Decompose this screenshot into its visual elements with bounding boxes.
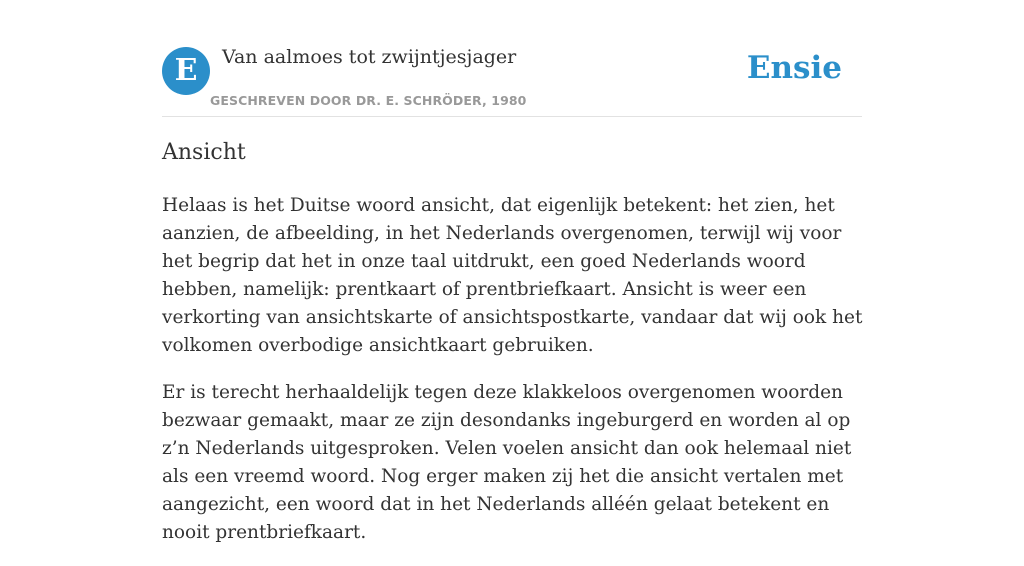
ensie-logo-icon[interactable]: E: [162, 47, 210, 95]
header: [162, 46, 862, 117]
entry-title: Ansicht: [162, 140, 246, 165]
brand-logo[interactable]: Ensie: [746, 50, 842, 86]
paragraph: Helaas is het Duitse woord ansicht, dat eigenlijk betekent: het zien, het aanzien, de afbeelding, in het Nederlands overgenomen, terwijl wij voor het begrip dat het in onze taal uitdrukt, een goed Nederlands woord hebben, namelijk: prentkaart of prentbriefkaart. Ansicht is weer een verkorting van ansichtskarte of ansichtspostkarte, vandaar dat wij ook het volkomen overbodige ansichtkaart gebruiken.: [162, 195, 863, 356]
book-title[interactable]: Van aalmoes tot zwijntjesjager: [222, 46, 517, 68]
entry-content: [162, 192, 874, 566]
author-byline: GESCHREVEN DOOR DR. E. SCHRÖDER, 1980: [210, 93, 527, 108]
paragraph: Er is terecht herhaaldelijk tegen deze klakkeloos overgenomen woorden bezwaar gemaakt, maar ze zijn desondanks ingeburgerd en worden al op z’n Nederlands uitgesproken. Velen voelen ansicht dan ook helemaal niet als een vreemd woord. Nog erger maken zij het die ansicht vertalen met aangezicht, een woord dat in het Nederlands alléén gelaat betekent en nooit prentbriefkaart.: [162, 382, 852, 543]
